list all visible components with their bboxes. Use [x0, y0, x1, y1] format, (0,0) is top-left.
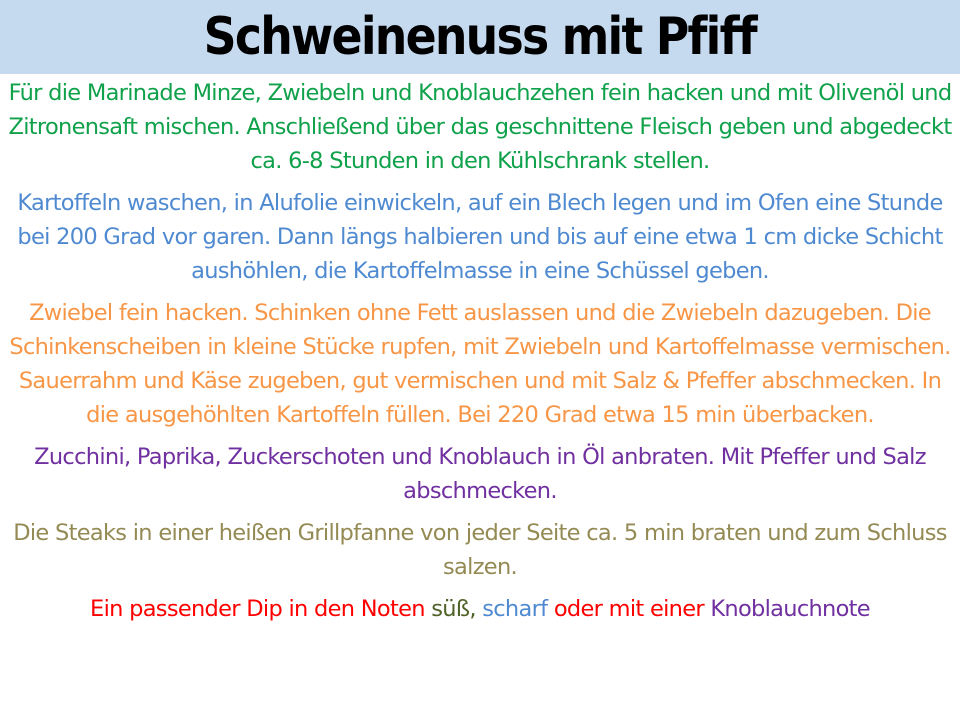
dip-note-spicy: scharf: [482, 596, 548, 622]
marinade-paragraph: Für die Marinade Minze, Zwiebeln und Knoblauchzehen fein hacken und mit Olivenöl und Zitronensaft mischen. Anschließend über das geschnittene Fleisch geben und abgedeckt ca. 6-8 Stunden in den Kühlschrank stellen.: [8, 80, 952, 174]
recipe-body: [8, 76, 952, 634]
dip-text-intro: Ein passender Dip in den Noten: [90, 596, 425, 622]
title-bar: [0, 0, 960, 74]
vegetables-paragraph: Zucchini, Paprika, Zuckerschoten und Knoblauch in Öl anbraten. Mit Pfeffer und Salz abschmecken.: [34, 444, 926, 504]
dip-line: [8, 592, 952, 626]
potatoes-paragraph: Kartoffeln waschen, in Alufolie einwickeln, auf ein Blech legen und im Ofen eine Stunde bei 200 Grad vor garen. Dann längs halbieren und bis auf eine etwa 1 cm dicke Schicht aushöhlen, die Kartoffelmasse in eine Schüssel geben.: [17, 190, 943, 284]
dip-note-sweet: süß,: [431, 596, 476, 622]
steaks-paragraph: Die Steaks in einer heißen Grillpfanne von jeder Seite ca. 5 min braten und zum Schluss salzen.: [13, 520, 947, 580]
dip-text-middle: oder mit einer: [553, 596, 704, 622]
filling-paragraph: Zwiebel fein hacken. Schinken ohne Fett auslassen und die Zwiebeln dazugeben. Die Schinkenscheiben in kleine Stücke rupfen, mit Zwiebeln und Kartoffelmasse vermischen. Sauerrahm und Käse zugeben, gut vermischen und mit Salz & Pfeffer abschmecken. In die ausgehöhlten Kartoffeln füllen. Bei 220 Grad etwa 15 min überbacken.: [9, 300, 951, 428]
dip-note-garlic: Knoblauchnote: [710, 596, 870, 622]
page-title: Schweinenuss mit Pfiff: [203, 7, 757, 67]
